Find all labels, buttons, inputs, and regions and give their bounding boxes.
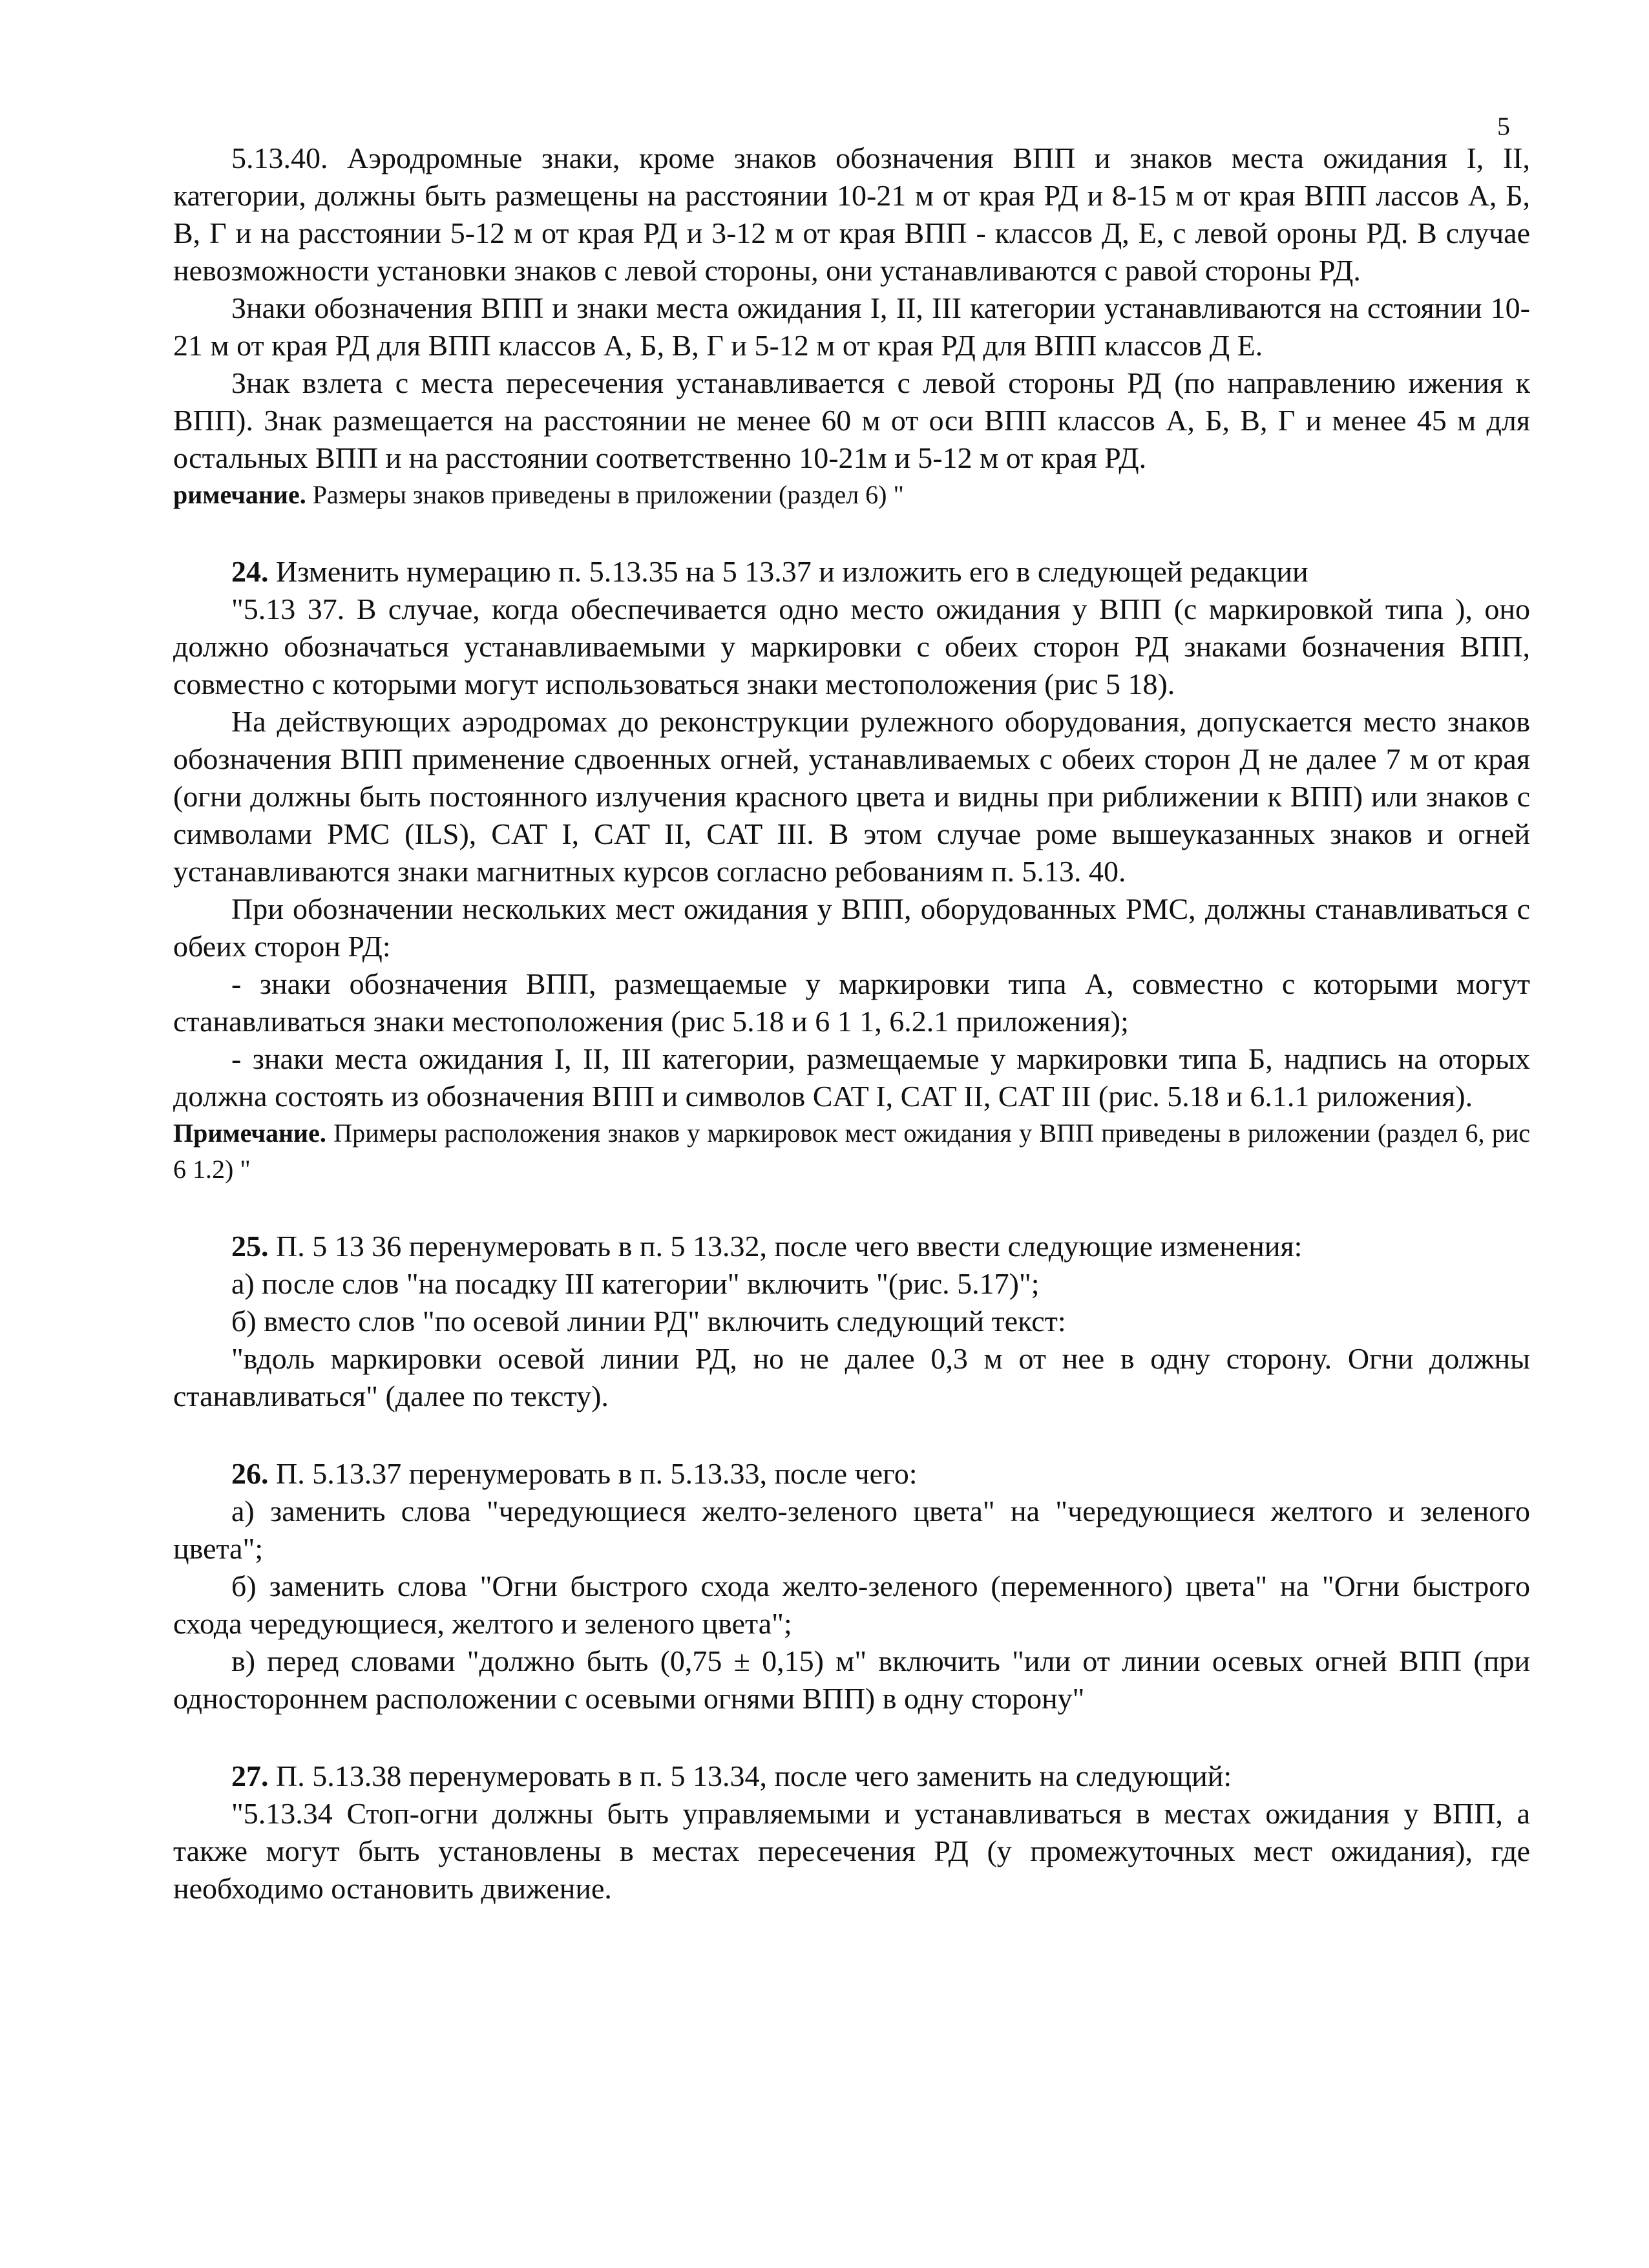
item-lead-text: П. 5 13 36 перенумеровать в п. 5 13.32, после чего ввести следующие изменения: [268,1230,1303,1263]
paragraph: На действующих аэродромах до реконструкции рулежного оборудования, допускается место знаков обозначения ВПП применение сдвоенных огней, устанавливаемых с обеих сторон Д не далее 7 м от края (огни должны быть постоянного излучения красного цвета и видны при риближении к ВПП) или знаков с символами РМС (ILS), CAT I, CAT II, CAT III. В этом случае роме вышеуказанных знаков и огней устанавливаются знаки магнитных курсов согласно ребованиям п. 5.13. 40. [173,705,1530,888]
item-heading [173,1455,1530,1493]
section-25 [173,1228,1530,1415]
paragraph: в) перед словами "должно быть (0,75 ± 0,15) м" включить "или от линии осевых огней ВПП (при одностороннем расположении с осевыми огнями ВПП) в одну сторону" [173,1644,1530,1715]
paragraph: а) после слов "на посадку III категории" включить "(рис. 5.17)"; [231,1267,1040,1300]
paragraph: Знаки обозначения ВПП и знаки места ожидания I, II, III категории устанавливаются на сстоянии 10-21 м от края РД для ВПП классов А, Б, В, Г и 5-12 м от края РД для ВПП классов Д Е. [173,291,1530,362]
item-lead-text: Изменить нумерацию п. 5.13.35 на 5 13.37 и изложить его в следующей редакции [268,555,1308,588]
paragraph: б) заменить слова "Огни быстрого схода желто-зеленого (переменного) цвета" на "Огни быстрого схода чередующиеся, желтого и зеленого цвета"; [173,1570,1530,1640]
note-label: римечание. [173,480,306,509]
item-number: 27. [231,1759,269,1792]
section-5-13-40 [173,140,1530,513]
item-number: 25. [231,1230,269,1263]
section-27 [173,1758,1530,1907]
item-number: 26. [231,1457,269,1490]
paragraph: б) вместо слов "по осевой линии РД" включить следующий текст: [231,1305,1066,1338]
item-heading [173,553,1530,591]
paragraph: - знаки места ожидания I, II, III категории, размещаемые у маркировки типа Б, надпись на оторых должна состоять из обозначения ВПП и символов CAT I, CAT II, CAT III (рис. 5.18 и 6.1.1 риложения). [173,1042,1530,1113]
paragraph: "вдоль маркировки осевой линии РД, но не далее 0,3 м от нее в одну сторону. Огни должны станавливаться" (далее по тексту). [173,1342,1530,1412]
paragraph: "5.13.34 Стоп-огни должны быть управляемыми и устанавливаться в местах ожидания у ВПП, а также могут быть установлены в местах пересечения РД (у промежуточных мест ожидания), где необходимо остановить движение. [173,1797,1530,1905]
item-number: 24. [231,555,269,588]
note-text: Примеры расположения знаков у маркировок мест ожидания у ВПП приведены в риложении (раздел 6, рис 6 1.2) " [173,1118,1530,1184]
item-heading [173,1228,1530,1265]
note [173,1115,1530,1188]
item-lead-text: П. 5.13.38 перенумеровать в п. 5 13.34, после чего заменить на следующий: [268,1759,1232,1792]
note-text: Размеры знаков приведены в приложении (раздел 6) " [306,480,904,509]
paragraph: - знаки обозначения ВПП, размещаемые у маркировки типа А, совместно с которыми могут станавливаться знаки местоположения (рис 5.18 и 6 1 1, 6.2.1 приложения); [173,967,1530,1038]
paragraph: "5.13 37. В случае, когда обеспечивается одно место ожидания у ВПП (с маркировкой типа ), оно должно обозначаться устанавливаемыми у маркировки с обеих сторон РД знаками бозначения ВПП, совместно с которыми могут использоваться знаки местоположения (рис 5 18). [173,593,1530,700]
paragraph: 5.13.40. Аэродромные знаки, кроме знаков обозначения ВПП и знаков места ожидания I, II, категории, должны быть размещены на расстоянии 10-21 м от края РД и 8-15 м от края ВПП лассов А, Б, В, Г и на расстоянии 5-12 м от края РД и 3-12 м от края ВПП - классов Д, Е, с левой ороны РД. В случае невозможности установки знаков с левой стороны, они устанавливаются с равой стороны РД. [173,142,1530,287]
paragraph: При обозначении нескольких мест ожидания у ВПП, оборудованных РМС, должны станавливаться с обеих сторон РД: [173,892,1530,963]
document-body [173,140,1530,1907]
paragraph: Знак взлета с места пересечения устанавливается с левой стороны РД (по направлению ижения к ВПП). Знак размещается на расстоянии не менее 60 м от оси ВПП классов А, Б, В, Г и менее 45 м для остальных ВПП и на расстоянии соответственно 10-21м и 5-12 м от края РД. [173,366,1530,474]
item-lead-text: П. 5.13.37 перенумеровать в п. 5.13.33, после чего: [268,1457,918,1490]
section-24 [173,553,1530,1188]
note-label: Примечание. [173,1118,326,1148]
paragraph: а) заменить слова "чередующиеся желто-зеленого цвета" на "чередующиеся желтого и зеленого цвета"; [173,1495,1530,1565]
page-number: 5 [1497,112,1510,141]
section-26 [173,1455,1530,1717]
note [173,477,1530,513]
item-heading [173,1758,1530,1795]
